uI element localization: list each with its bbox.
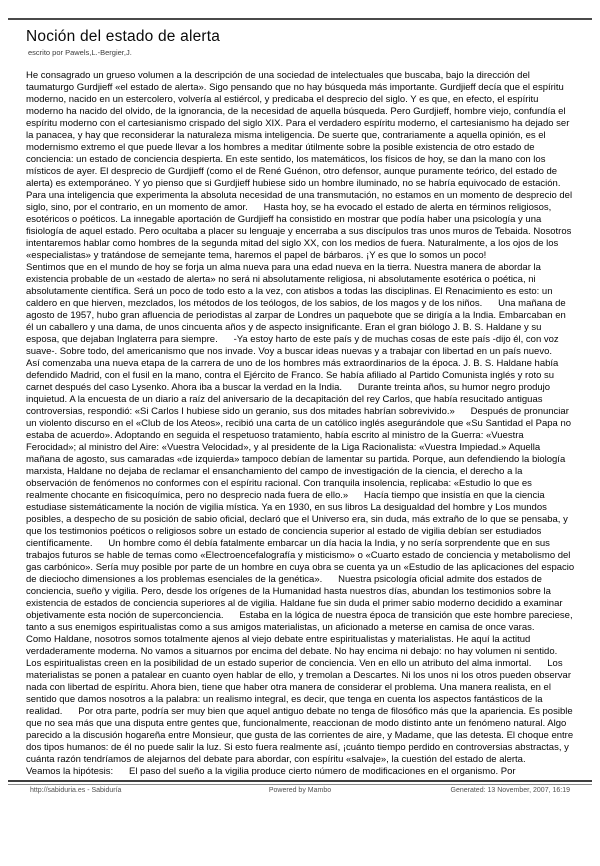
print-document-page (0, 18, 600, 866)
body-paragraph: He consagrado un grueso volumen a la descripción de una sociedad de intelectuales que buscaba, bajo la dirección del taumaturgo Gurdjieff «el estado de alerta». Sigo pensando que no hay búsqueda más importante. Gurdjieff decía que el espíritu moderno, nacido en un estercolero, volvería al estiércol, y predicaba el desprecio del siglo. Y es que, en efecto, el espíritu moderno ha nacido del olvido, de la ignorancia, de la necesidad de aquella búsqueda. Pero Gurdjieff, hombre viejo, confundía el espíritu moderno con el cartesianismo crispado del siglo XIX. Para el verdadero espíritu moderno, el cartesianismo ha dejado ser la panacea, y hay que reconsiderar la naturaleza misma inteligencia. De suerte que, contrariamente a aquella opinión, es el modernismo extremo el que puede llevar a los hombres a meditar útilmente sobre la posible existencia de otro estado de conciencia: un estado de conciencia despierta. En este sentido, los matemáticos, los físicos de hoy, se dan la mano con los místicos de ayer. El desprecio de Gurdjieff (como el de René Guénon, otro defensor, aunque puramente teórico, del estado de alerta) es extemporáneo. Y yo pienso que si Gurdjieff hubiese sido un hombre iluminado, no se habría equivocado de estación. Para una inteligencia que experimenta la absoluta necesidad de una transmutación, no estamos en un momento de desprecio del siglo, sino, por el contrario, en un momento de amor. (26, 70, 573, 213)
page-title: Noción del estado de alerta (26, 28, 221, 45)
body-paragraph: Una mañana de agosto de 1957, hubo gran afluencia de periodistas al zarpar de Londres un paquebote que se dirigía a la India. Embarcaban en él un caballero y una dama, de unos cincuenta años y de aspecto insignificante. Eran el gran biólogo J. B. S. Haldane y su esposa, que dejaban Inglaterra para siempre. (26, 298, 566, 345)
footer-site-url: http://sabiduria.es - Sabiduría (30, 787, 122, 794)
body-paragraph: El paso del sueño a la vigilia produce cierto número de modificaciones en el organismo. Por (128, 766, 516, 777)
footer-divider (8, 780, 592, 785)
top-divider (8, 18, 592, 20)
footer-powered-by: Powered by Mambo (268, 787, 332, 794)
body-paragraph: Hasta hoy, se ha evocado el estado de alerta en términos religiosos, esotéricos o poéticos. La innegable aportación de Gurdjieff ha consistido en mostrar que podía haber una psicología y una fisiología de aquel estado. Pero ocultaba a placer su lenguaje y encerraba a sus discípulos tras unos muros de Tebaida. Nosotros intentaremos hablar como hombres de la segunda mitad del siglo XX, con los medios de fuera. Naturalmente, a los ojos de los «especialistas» y tratándose de semejante tema, haremos el papel de bárbaros. ¡Y es que lo somos un poco! (26, 202, 572, 261)
body-paragraph: Hacía tiempo que insistía en que la ciencia estudiase sistemáticamente la noción de vigilia mística. Ya en 1930, en sus libros La desigualdad del hombre y Los mundos posibles, a despecho de su posición de sabio oficial, declaró que el Universo era, sin duda, más extraño de lo que se pensaba, y que los testimonios poéticos o religiosos sobre un estado de conciencia superior al estado de vigilia debían ser estudiados científicamente. (26, 490, 568, 549)
footer-generated-at: Generated: 13 November, 2007, 16:19 (450, 787, 570, 794)
body-paragraph: Nuestra psicología oficial admite dos estados de conciencia, sueño y vigilia. Pero, desde los orígenes de la Humanidad hasta nuestros días, abundan los testimonios sobre la existencia de estados de conciencia superiores al de vigilia. Haldane fue sin duda el primer sabio moderno decidido a examinar objetivamente esta noción de superconciencia. (26, 574, 563, 621)
article-body (26, 70, 575, 778)
body-paragraph: Veamos la hipótesis: (26, 766, 114, 777)
body-paragraph: -Ya estoy harto de este país y de muchas cosas de este país -dijo él, con voz suave-. Sobre todo, del americanismo que nos invade. Voy a buscar ideas nuevas y a trabajar con libertad en un país nuevo. (26, 334, 559, 357)
byline: escrito por Pawels,L.-Bergier,J. (28, 48, 132, 57)
body-paragraph: Así comenzaba una nueva etapa de la carrera de uno de los hombres más extraordinarios de la época. J. B. S. Haldane había defendido Madrid, con el fusil en la mano, contra el Ejército de Franco. Se había afiliado al Partido Comunista inglés y roto su carnet después del caso Lysenko. Ahora iba a buscar la verdad en la India. (26, 358, 559, 393)
body-paragraph: Como Haldane, nosotros somos totalmente ajenos al viejo debate entre espiritualistas y materialistas. He aquí la actitud verdaderamente moderna. No vamos a situarnos por encima del debate. No hay encima ni debajo: no hay volumen ni sentido. (26, 634, 558, 657)
body-paragraph: Estaba en la lógica de nuestra época de transición que este hombre pareciese, tanto a sus enemigos espiritualistas como a sus amigos materialistas, un aficionado a meterse en camisa de once varas. (26, 610, 573, 633)
page-footer (30, 787, 570, 794)
body-paragraph: Después de pronunciar un violento discurso en el «Club de los Ateos», recibió una carta de un católico inglés asegurándole que «Su Santidad el Papa no estaba de acuerdo». Adoptando en seguida el respetuoso tratamiento, había escrito al ministro de la Guerra: «Vuestra Ferocidad»; al ministro del Aire: «Vuestra Velocidad», y al presidente de la Liga Racionalista: «Vuestra Impiedad.» Aquella mañana de agosto, sus camaradas «de izquierda» tampoco debían de lamentar su partida. Porque, aun defendiendo la biología marxista, Haldane no dejaba de reclamar el ensanchamiento del campo de investigación de la ciencia, el derecho a la observación de fenómenos no conformes con el espíritu racional. Con tranquila insolencia, replicaba: «Estudio lo que es realmente chocante en fisicoquímica, pero no desprecio nada fuera de ello.» (26, 406, 572, 501)
body-paragraph: Durante treinta años, su humor negro produjo inquietud. A la encuesta de un diario a raíz del aniversario de la decapitación del rey Carlos, que había resucitado antiguas controversias, respondió: «Si Carlos I hubiese sido un geranio, sus dos mitades habrían sobrevivido.» (26, 382, 551, 417)
body-paragraph: Los espiritualistas creen en la posibilidad de un estado superior de conciencia. Ven en ello un atributo del alma inmortal. (26, 658, 532, 669)
body-paragraph: Un hombre como él debía fatalmente embarcar un día hacia la India, y no sería sorprendente que en sus trabajos futuros se hable de temas como «Electroencefalografía y misticismo» o «Cuarto estado de conciencia y metabolismo del gas carbónico». Sería muy posible por parte de un hombre en cuya obra se cuenta ya un «Estudio de las aplicaciones del espacio de dieciocho dimensiones a los problemas esenciales de la genética». (26, 538, 575, 585)
body-paragraph: Por otra parte, podría ser muy bien que aquel antiguo debate no tenga de filosófico más que la apariencia. Es posible que no sea más que una disputa entre gentes que, funcionalmente, reaccionan de modo distinto ante un fenómeno natural. Algo parecido a la discusión hogareña entre Monsieur, que gusta de las corrientes de aire, y Madame, que las detesta. El choque entre dos tipos humanos: de él no puede salir la luz. Si esto fuera realmente así, ¡cuánto tiempo perdido en controversias abstractas, y cuánta razón tendríamos de alejarnos del debate para abordar, con espíritu «salvaje», la cuestión del estado de alerta. (26, 706, 574, 765)
body-paragraph: Sentimos que en el mundo de hoy se forja un alma nueva para una edad nueva en la tierra. Nuestra manera de abordar la existencia probable de un «estado de alerta» no será ni absolutamente religiosa, ni absolutamente esotérica o poética, ni absolutamente científica. Será un poco de todo esto a la vez, con atisbos a todas las disciplinas. El Renacimiento es esto: un caldero en que hierven, mezclados, los métodos de los teólogos, de los sabios, de los magos y de los niños. (26, 262, 553, 309)
body-paragraph: Los materialistas se ponen a patalear en cuanto oyen hablar de ello, y tremolan a Descartes. Ni los unos ni los otros pueden observar nada con libertad de espíritu. Ahora bien, tiene que haber otra manera de considerar el problema. Una manera realista, en el sentido que damos nosotros a la palabra: un realismo integral, es decir, que tenga en cuenta los aspectos fantásticos de la realidad. (26, 658, 571, 717)
